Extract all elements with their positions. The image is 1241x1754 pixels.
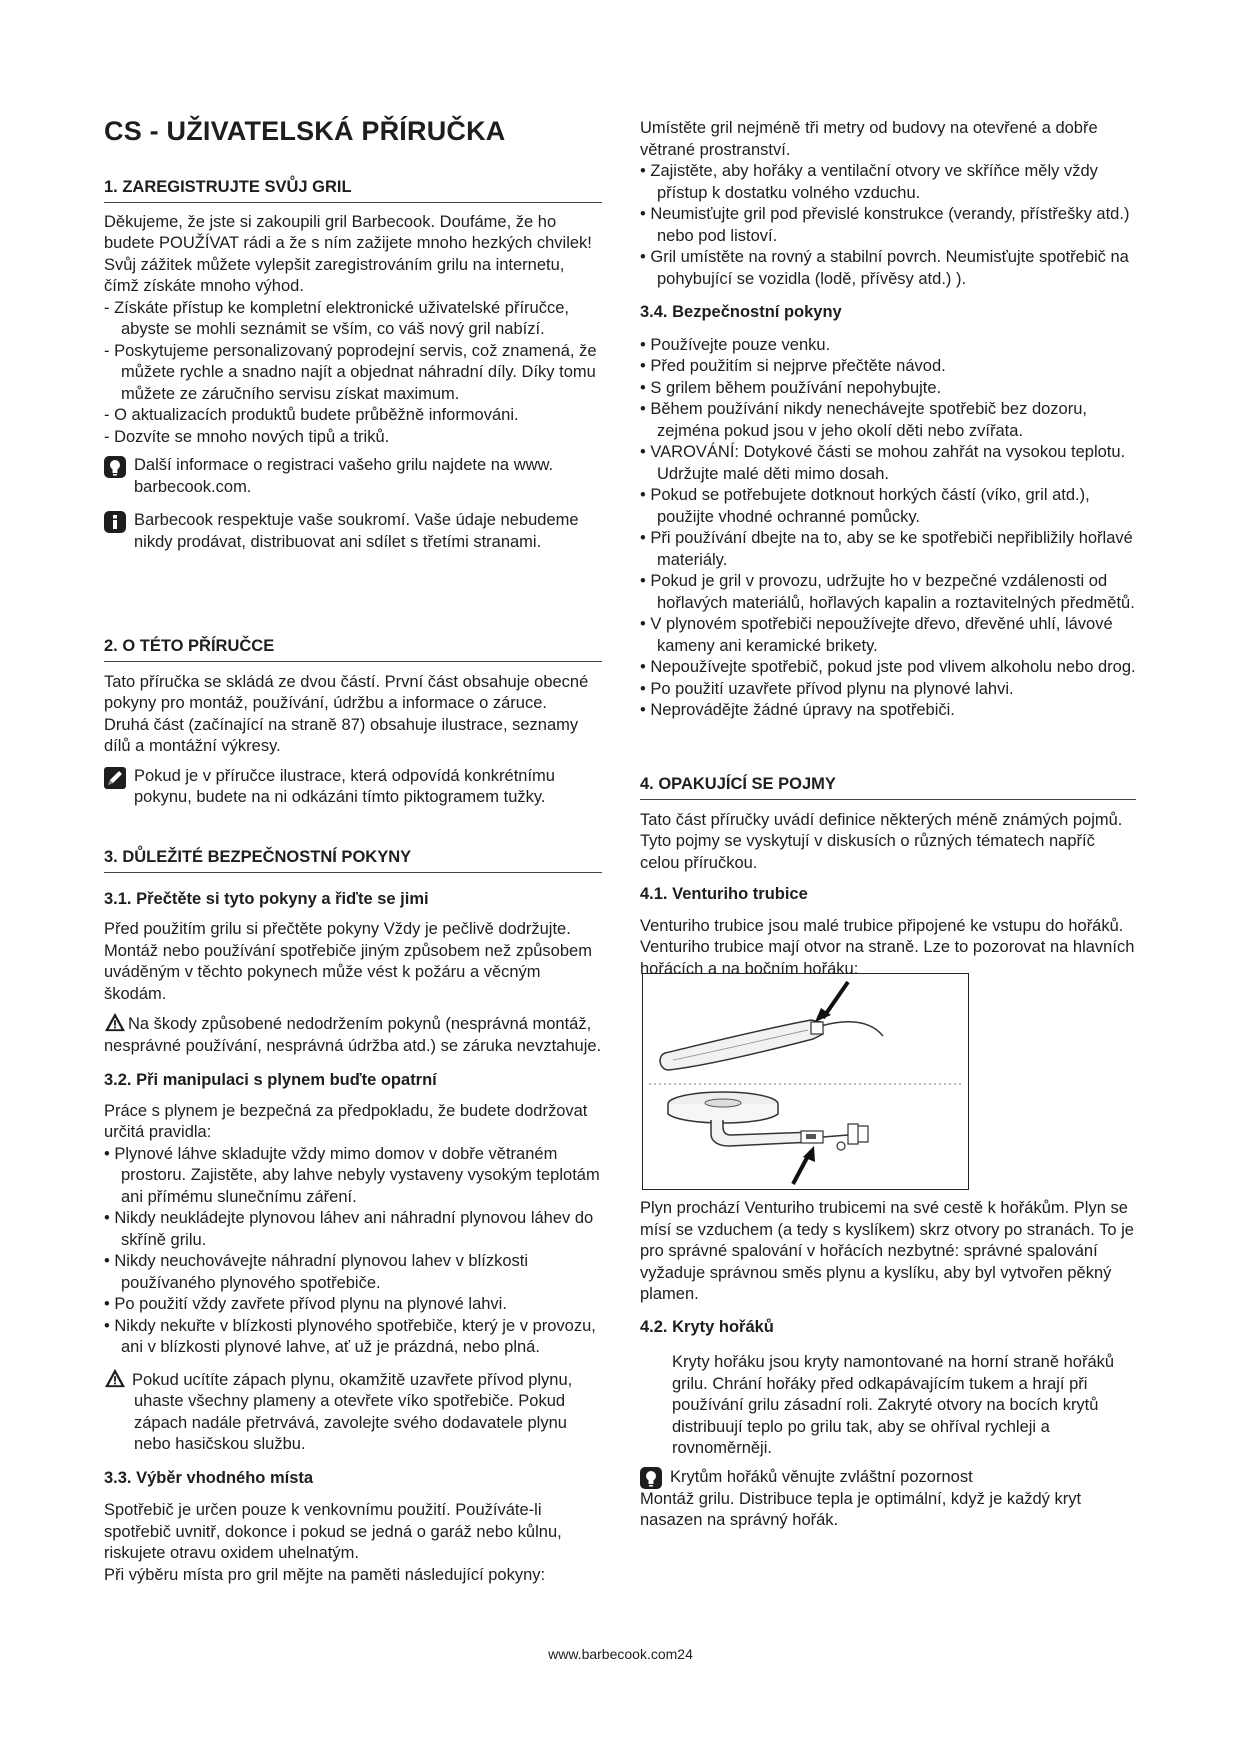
list-item: • Po použití vždy zavřete přívod plynu na plynové lahvi. [104, 1294, 602, 1316]
lightbulb-icon [640, 1467, 662, 1489]
list-item: • V plynovém spotřebiči nepoužívejte dřevo, dřevěné uhlí, lávové kameny ani keramické brikety. [640, 614, 1136, 657]
section-3-3-paragraph-1: Spotřebič je určen pouze k venkovnímu použití. Používáte-li spotřebič uvnitř, dokonce i pokud se jedná o garáž nebo kůlnu, riskujete otravu oxidem uhelnatým. [104, 1501, 562, 1562]
list-item: • Nepoužívejte spotřebič, pokud jste pod vlivem alkoholu nebo drog. [640, 657, 1136, 679]
safety-list [640, 335, 1136, 722]
lightbulb-icon [104, 456, 126, 478]
section-4-2-paragraph: Kryty hořáku jsou kryty namontované na horní straně hořáků grilu. Chrání hořáky před odkapávajícím tukem a hrají při používání grilu zásadní roli. Zakryté otvory na bocích krytů distribuují teplo po grilu tak, aby se ohříval rychleji a rovnoměrněji. [672, 1353, 1115, 1457]
section-2-heading: 2. O TÉTO PŘÍRUČCE [104, 636, 602, 662]
list-item: • Neumisťujte gril pod převislé konstrukce (verandy, přístřešky atd.) nebo pod listoví. [640, 204, 1136, 247]
placement-list [640, 161, 1136, 290]
warning-icon [104, 1368, 126, 1388]
burner-cover-tip-line [640, 1467, 1136, 1489]
pencil-note [104, 766, 602, 809]
list-item: • Plynové láhve skladujte vždy mimo domov v dobře větraném prostoru. Zajistěte, aby lahve nebyly vystaveny vysokým teplotám ani přímému slunečnímu záření. [104, 1144, 602, 1209]
list-item: - Získáte přístup ke kompletní elektronické uživatelské příručce, abyste se mohli seznámit se vším, co váš nový gril nabízí. [104, 298, 602, 341]
list-item: • Nikdy neukládejte plynovou láhev ani náhradní plynovou láhev do skříně grilu. [104, 1208, 602, 1251]
section-3-2-title: 3.2. Při manipulaci s plynem buďte opatrní [104, 1071, 437, 1089]
burner-cover-tip [640, 1467, 1136, 1532]
pencil-icon [104, 767, 126, 789]
section-4-heading: 4. OPAKUJÍCÍ SE POJMY [640, 774, 1136, 800]
venturi-tube-illustration [642, 973, 969, 1190]
section-3-2-text: Práce s plynem je bezpečná za předpokladu, že budete dodržovat určitá pravidla: [104, 1101, 588, 1141]
section-1-benefits-list [104, 298, 602, 449]
list-item: • Zajistěte, aby hořáky a ventilační otvory ve skříňce měly vždy přístup k dostatku volného vzduchu. [640, 161, 1136, 204]
info-text: Barbecook respektuje vaše soukromí. Vaše údaje nebudeme nikdy prodávat, distribuovat ani sdílet s třetími stranami. [134, 511, 579, 551]
list-item: • S grilem během používání nepohybujte. [640, 378, 1136, 400]
list-item: • Gril umístěte na rovný a stabilní povrch. Neumisťujte spotřebič na pohybující se vozidla (lodě, přívěsy atd.) ). [640, 247, 1136, 290]
section-1-intro: Děkujeme, že jste si zakoupili gril Barbecook. Doufáme, že ho budete POUŽÍVAT rádi a že s ním zažijete mnoho hezkých chvilek! Svůj zážitek můžete vylepšit zaregistrováním grilu na internetu, čímž získáte mnoho výhod. [104, 212, 592, 295]
list-item: • Před použitím si nejprve přečtěte návod. [640, 356, 1136, 378]
section-4-2-title: 4.2. Kryty hořáků [640, 1317, 774, 1336]
warning-text: Na škody způsobené nedodržením pokynů (nesprávná montáž, nesprávné používání, nesprávná údržba atd.) se záruka nevztahuje. [104, 1015, 602, 1055]
info-note [104, 510, 602, 553]
section-2 [104, 636, 602, 809]
section-3 [104, 847, 602, 1586]
warning-text: Pokud ucítíte zápach plynu, okamžitě uzavřete přívod plynu, uhaste všechny plameny a otevřete víko spotřebiče. Pokud zápach nadále přetrvává, zavolejte svého dodavatele plynu nebo hasičskou službu. [132, 1370, 573, 1453]
gas-rules-list [104, 1144, 602, 1359]
section-3-3-paragraph-2: Při výběru místa pro gril mějte na paměti následující pokyny: [104, 1565, 546, 1584]
section-3-1-warning [104, 1012, 602, 1057]
placement-text: Umístěte gril nejméně tři metry od budovy na otevřené a dobře větrané prostranství. [640, 119, 1098, 159]
section-4-continued [640, 1198, 1136, 1532]
section-4-1-paragraph-2: Plyn prochází Venturiho trubicemi na své cestě k hořákům. Plyn se mísí se vzduchem (a tedy s kyslíkem) skrz otvory po stranách. To je pro správné spalování v hořácích nezbytné: správné spalování vyžaduje správnou směs plynu a kyslíku, aby byl vytvořen pěkný plamen. [640, 1199, 1134, 1303]
warning-icon [104, 1012, 126, 1032]
section-1 [104, 177, 602, 553]
list-item: • Nikdy nekuřte v blízkosti plynového spotřebiče, který je v provozu, ani v blízkosti plynové lahve, ať už je prázdná, nebo plná. [104, 1316, 602, 1359]
list-item: • Neprovádějte žádné úpravy na spotřebiči. [640, 700, 1136, 722]
section-4 [640, 774, 1136, 980]
list-item: - Poskytujeme personalizovaný poprodejní servis, což znamená, že můžete rychle a snadno najít a objednat náhradní díly. Díky tomu můžete ze záručního servisu získat maximum. [104, 341, 602, 406]
list-item: • VAROVÁNÍ: Dotykové části se mohou zahřát na vysokou teplotu. Udržujte malé děti mimo dosah. [640, 442, 1136, 485]
section-2-paragraph-2: Druhá část (začínající na straně 87) obsahuje ilustrace, seznamy dílů a montážní výkresy. [104, 715, 579, 755]
section-3-1-text: Před použitím grilu si přečtěte pokyny Vždy je pečlivě dodržujte. Montáž nebo používání spotřebiče jiným způsobem než způsobem uváděným v těchto pokynech může vést k požáru a věcným škodám. [104, 920, 592, 1003]
section-4-1-paragraph-1: Venturiho trubice jsou malé trubice připojené ke vstupu do hořáků. Venturiho trubice mají otvor na straně. Lze to pozorovat na hlavních hořácích a na bočním hořáku: [640, 916, 1135, 978]
tip-text: Další informace o registraci vašeho grilu najdete na www. barbecook.com. [134, 456, 554, 496]
tip-body-text: Montáž grilu. Distribuce tepla je optimální, když je každý kryt nasazen na správný hořák. [640, 1489, 1082, 1529]
list-item: • Nikdy neuchovávejte náhradní plynovou lahev v blízkosti používaného plynového spotřebiče. [104, 1251, 602, 1294]
document-title: CS - UŽIVATELSKÁ PŘÍRUČKA [104, 116, 506, 146]
section-4-intro: Tato část příručky uvádí definice některých méně známých pojmů. Tyto pojmy se vyskytují v diskusích o různých tématech napříč celou příručkou. [640, 810, 1123, 872]
list-item: - Dozvíte se mnoho nových tipů a triků. [104, 427, 602, 449]
tip-note [104, 455, 602, 498]
list-item: • Pokud se potřebujete dotknout horkých částí (víko, gril atd.), použijte vhodné ochranné pomůcky. [640, 485, 1136, 528]
section-1-heading: 1. ZAREGISTRUJTE SVŮJ GRIL [104, 177, 602, 203]
section-4-1-title: 4.1. Venturiho trubice [640, 885, 808, 903]
section-2-paragraph-1: Tato příručka se skládá ze dvou částí. První část obsahuje obecné pokyny pro montáž, používání, údržbu a informace o záruce. [104, 672, 589, 712]
section-3-heading: 3. DŮLEŽITÉ BEZPEČNOSTNÍ POKYNY [104, 847, 602, 873]
list-item: • Během používání nikdy nenechávejte spotřebič bez dozoru, zejména pokud jsou v jeho okolí děti nebo zvířata. [640, 399, 1136, 442]
section-3-4-title: 3.4. Bezpečnostní pokyny [640, 303, 842, 321]
section-3-1-title: 3.1. Přečtěte si tyto pokyny a řiďte se jimi [104, 889, 429, 908]
section-3-3-title: 3.3. Výběr vhodného místa [104, 1468, 314, 1487]
section-3-3-continued [640, 118, 1136, 722]
info-icon [104, 511, 126, 533]
list-item: • Pokud je gril v provozu, udržujte ho v bezpečné vzdálenosti od hořlavých materiálů, hořlavých kapalin a roztavitelných předmětů. [640, 571, 1136, 614]
list-item: • Při používání dbejte na to, aby se ke spotřebiči nepřibližily hořlavé materiály. [640, 528, 1136, 571]
section-3-2-warning [104, 1368, 602, 1456]
list-item: - O aktualizacích produktů budete průběžně informováni. [104, 405, 602, 427]
list-item: • Po použití uzavřete přívod plynu na plynové lahvi. [640, 679, 1136, 701]
tip-heading-text: Krytům hořáků věnujte zvláštní pozornost [670, 1467, 973, 1486]
list-item: • Používejte pouze venku. [640, 335, 1136, 357]
page-footer: www.barbecook.com24 [548, 1646, 693, 1662]
pencil-note-text: Pokud je v příručce ilustrace, která odpovídá konkrétnímu pokynu, budete na ni odkázáni tímto piktogramem tužky. [134, 766, 555, 806]
